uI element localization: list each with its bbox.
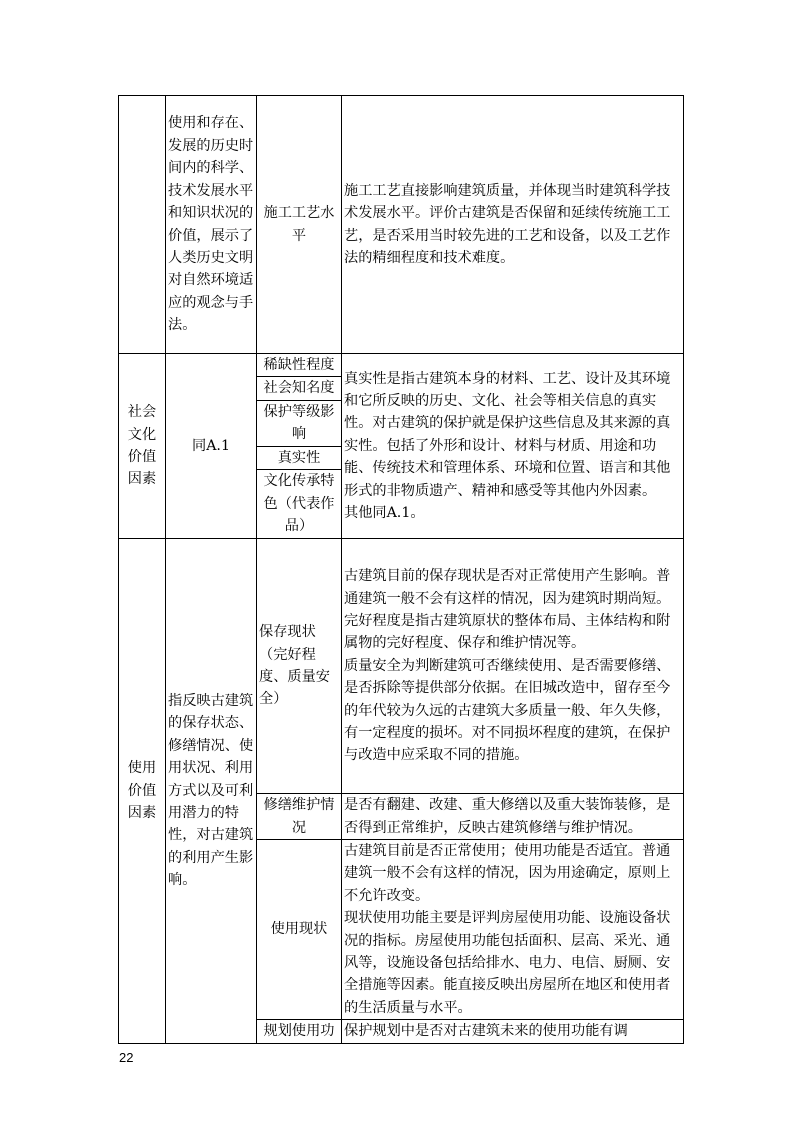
category-cell-empty	[119, 96, 166, 354]
science-subfactor: 施工工艺水平	[257, 96, 342, 354]
usage-content-para: 是否有翻建、改建、重大修缮以及重大装饰装修，是否得到正常维护，反映古建筑修缮与维护情况。	[344, 797, 671, 836]
social-item: 保护等级影响	[257, 400, 342, 446]
social-item: 社会知名度	[257, 377, 342, 400]
usage-content	[342, 539, 684, 794]
social-content	[342, 354, 684, 539]
usage-content-para: 质量安全为判断建筑可否继续使用、是否需要修缮、是否拆除等提供部分依据。在旧城改造中，留存至今的年代较为久远的古建筑大多质量一般、年久失修，有一定程度的损坏。对不同损坏程度的建筑，在保护与改造中应采取不同的措施。	[344, 657, 671, 764]
usage-content-para: 现状使用功能主要是评判房屋使用功能、设施设备状况的指标。房屋使用功能包括面积、层高、采光、通风等，设施设备包括给排水、电力、电信、厨厕、安全措施等因素。能直接反映出房屋所在地区和使用者的生活质量与水平。	[344, 910, 671, 1016]
usage-subfactor: 保存现状（完好程度、质量安全）	[257, 539, 342, 794]
social-content-para: 真实性是指古建筑本身的材料、工艺、设计及其环境和它所反映的历史、文化、社会等相关信息的真实性。对古建筑的保护就是保护这些信息及其来源的真实性。包括了外形和设计、材料与材质、用途和功能、传统技术和管理体系、环境和位置、语言和其他形式的非物质遗产、精神和感受等其他内外因素。	[344, 370, 671, 499]
table-row	[119, 539, 684, 794]
social-content-para: 其他同A.1。	[344, 505, 425, 522]
usage-content	[342, 840, 684, 1020]
usage-content-para: 古建筑目前是否正常使用；使用功能是否适宜。普通建筑一般不会有这样的情况，因为用途确定，原则上不允许改变。	[344, 843, 671, 904]
usage-content	[342, 794, 684, 840]
usage-subfactor: 修缮维护情况	[257, 794, 342, 840]
social-item: 文化传承特色（代表作品）	[257, 470, 342, 539]
table-row	[119, 354, 684, 377]
page-number: 22	[119, 1050, 134, 1065]
social-description: 同A.1	[166, 354, 257, 539]
social-item: 稀缺性程度	[257, 354, 342, 377]
evaluation-table	[118, 95, 684, 1044]
table-row	[119, 96, 684, 354]
science-content: 施工工艺直接影响建筑质量，并体现当时建筑科学技术发展水平。评价古建筑是否保留和延续传统施工工艺，是否采用当时较先进的工艺和设备，以及工艺作法的精细程度和技术难度。	[342, 96, 684, 354]
usage-subfactor: 规划使用功	[257, 1020, 342, 1043]
usage-description: 指反映古建筑的保存状态、修缮情况、使用状况、利用方式以及可利用潜力的特性，对古建筑的利用产生影响。	[166, 539, 257, 1044]
usage-subfactor: 使用现状	[257, 840, 342, 1020]
usage-content-para: 保护规划中是否对古建筑未来的使用功能有调	[344, 1023, 628, 1040]
science-description: 使用和存在、发展的历史时间内的科学、技术发展水平和知识状况的价值，展示了人类历史文明对自然环境适应的观念与手法。	[166, 96, 257, 354]
social-item: 真实性	[257, 446, 342, 469]
social-category: 社会文化价值因素	[119, 354, 166, 539]
usage-content	[342, 1020, 684, 1043]
usage-category: 使用价值因素	[119, 539, 166, 1044]
usage-content-para: 完好程度是指古建筑原状的整体布局、主体结构和附属物的完好程度、保存和维护情况等。	[344, 613, 671, 652]
usage-content-para: 古建筑目前的保存现状是否对正常使用产生影响。普通建筑一般不会有这样的情况，因为建筑时期尚短。	[344, 568, 671, 607]
